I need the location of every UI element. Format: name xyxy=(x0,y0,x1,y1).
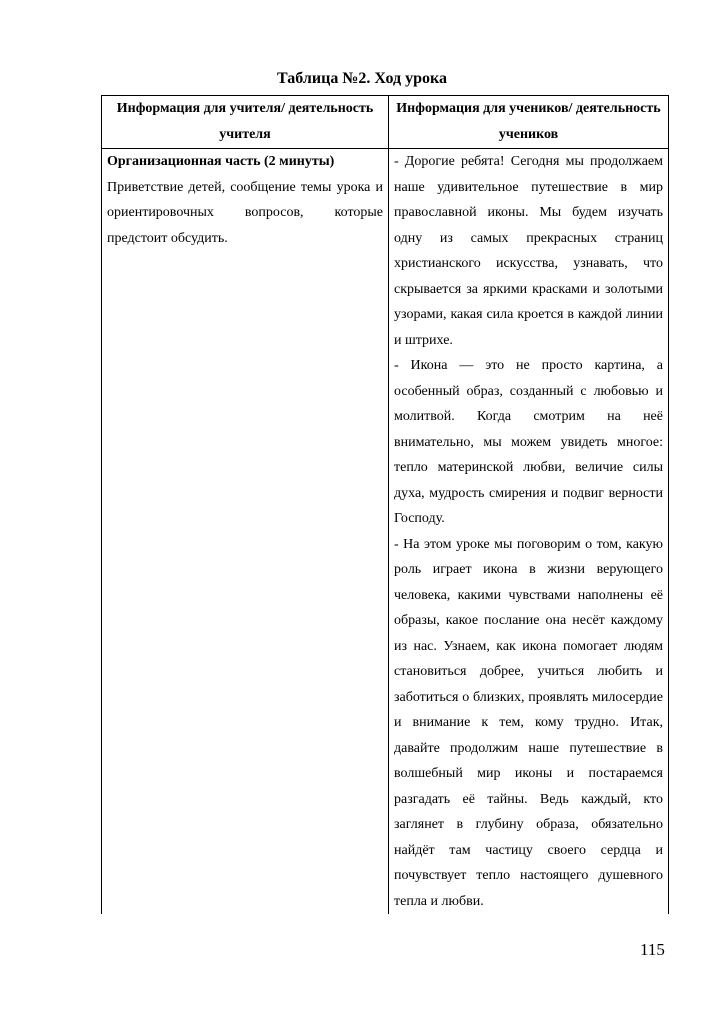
page-number: 115 xyxy=(640,940,665,959)
lesson-table xyxy=(101,95,669,914)
teacher-text: Приветствие детей, сообщение темы урока и ориентировочных вопросов, которые предстоит обсудить. xyxy=(107,179,383,246)
section-title: Организационная часть (2 минуты) xyxy=(107,154,335,169)
header-students: Информация для учеников/ деятельность учеников xyxy=(389,96,669,149)
table-header-row xyxy=(102,96,669,149)
teacher-cell xyxy=(102,149,389,915)
student-paragraph-2: - Икона — это не просто картина, а особенный образ, созданный с любовью и молитвой. Когда смотрим на неё внимательно, мы можем увидеть многое: тепло материнской любви, величие силы духа, мудрость смирения и подвиг верности Господу. xyxy=(394,358,663,526)
table-row xyxy=(102,149,669,915)
students-cell xyxy=(389,149,669,915)
table-caption: Таблица №2. Ход урока xyxy=(277,70,447,87)
student-paragraph-3: - На этом уроке мы поговорим о том, какую роль играет икона в жизни верующего человека, какими чувствами наполнены её образы, какое послание она несёт каждому из нас. Узнаем, как икона помогает людям становиться добрее, учиться любить и заботиться о близких, проявлять милосердие и внимание к тем, кому трудно. Итак, давайте продолжим наше путешествие в волшебный мир иконы и постараемся разгадать её тайны. Ведь каждый, кто заглянет в глубину образа, обязательно найдёт там частицу своего сердца и почувствует тепло настоящего душевного тепла и любви. xyxy=(394,536,663,909)
header-teacher: Информация для учителя/ деятельность учителя xyxy=(102,96,389,149)
student-paragraph-1: - Дорогие ребята! Сегодня мы продолжаем наше удивительное путешествие в мир православной иконы. Мы будем изучать одну из самых прекрасных страниц христианского искусства, узнавать, что скрывается за яркими красками и золотыми узорами, какая сила кроется в каждой линии и штрихе. xyxy=(394,154,663,348)
